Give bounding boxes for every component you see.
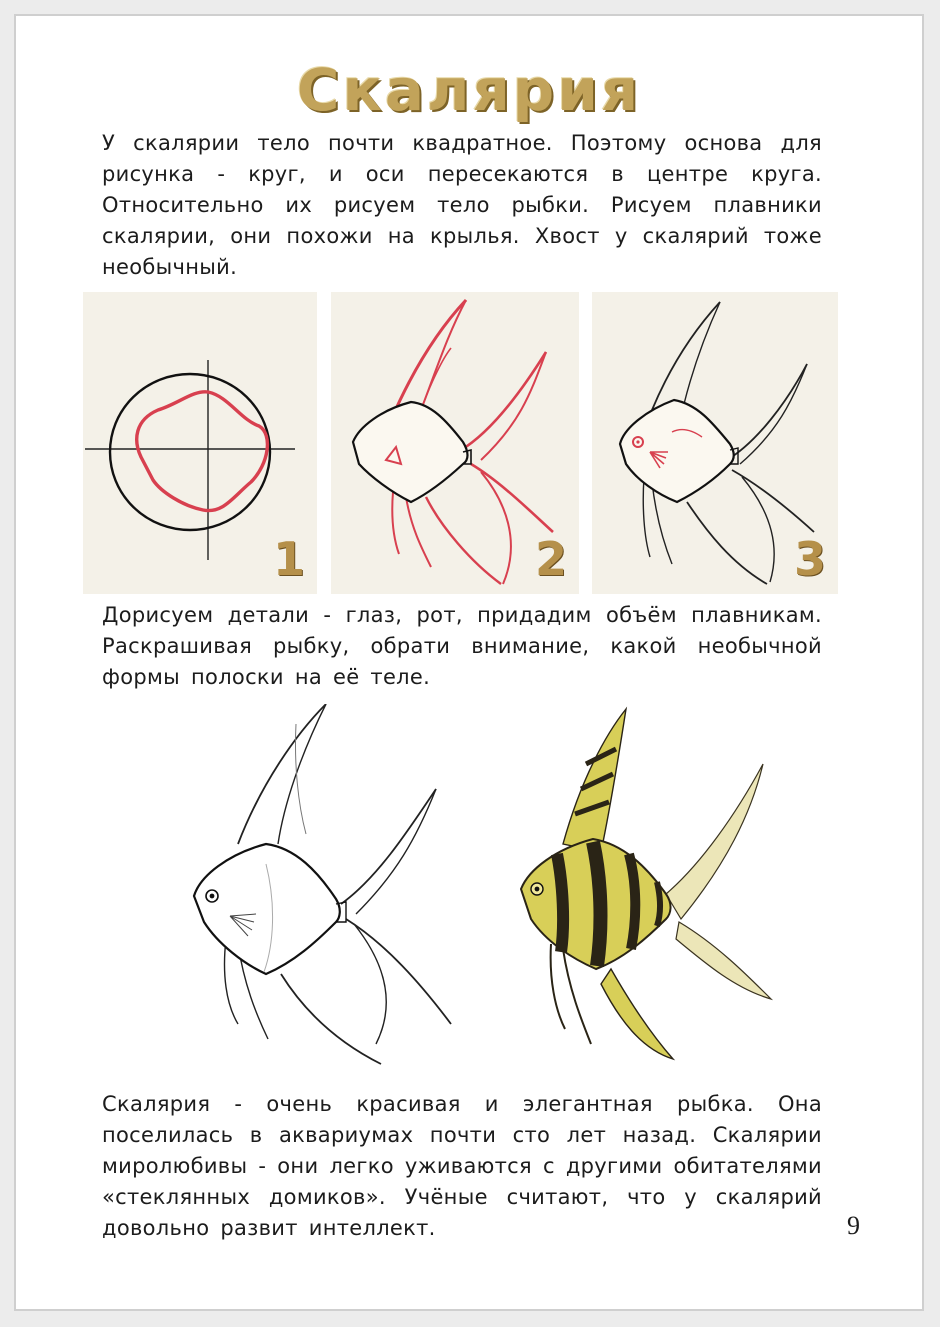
step-number: 2 bbox=[534, 532, 567, 586]
intro-paragraph: У скалярии тело почти квадратное. Поэтому основа для рисунка - круг, и оси пересекаются в центре круга. Относительно их рисуем тело рыбки. Рисуем плавники скалярии, они похожи на крылья. Хвост у скалярий тоже необычный. bbox=[102, 131, 822, 279]
step-1-panel bbox=[83, 292, 317, 594]
angelfish-colored-icon bbox=[521, 709, 771, 1059]
step-number: 3 bbox=[793, 532, 826, 586]
outro-paragraph: Скалярия - очень красивая и элегантная рыбка. Она поселилась в аквариумах почти сто лет назад. Скалярии миролюбивы - они легко уживаются с другими обитателями «стеклянных домиков». Учёные считают, что у скалярий довольно развит интеллект. bbox=[102, 1092, 822, 1240]
step-3-panel bbox=[592, 292, 838, 594]
final-illustrations bbox=[166, 704, 786, 1094]
details-paragraph: Дорисуем детали - глаз, рот, придадим объём плавникам. Раскрашивая рыбку, обрати внимание, какой необычной формы полоски на её теле. bbox=[102, 603, 822, 689]
angelfish-outline-icon bbox=[194, 704, 451, 1064]
page bbox=[14, 14, 924, 1311]
page-number: 9 bbox=[847, 1211, 860, 1240]
step-2-panel bbox=[331, 292, 579, 594]
step-number: 1 bbox=[272, 532, 305, 586]
page-title: Скалярия bbox=[296, 56, 642, 124]
